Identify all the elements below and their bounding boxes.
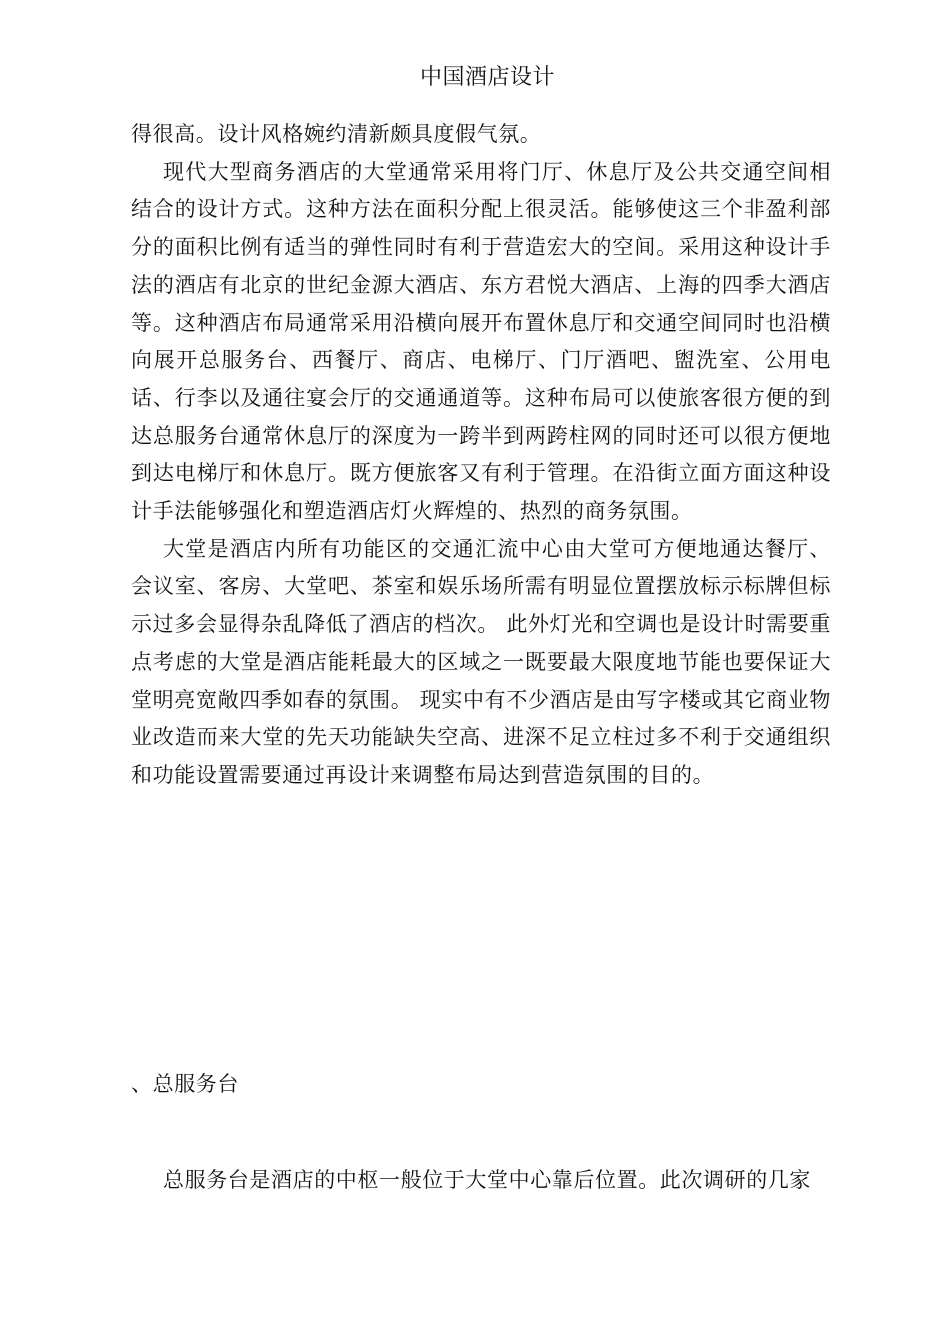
section-heading: 、总服务台 [131, 1072, 239, 1096]
body-text [131, 116, 831, 795]
paragraph-continuation: 得很高。设计风格婉约清新颇具度假气氛。 [131, 122, 542, 146]
paragraph-front-desk: 总服务台是酒店的中枢一般位于大堂中心靠后位置。此次调研的几家 [163, 1168, 811, 1192]
paragraph-lobby-layout: 现代大型商务酒店的大堂通常采用将门厅、休息厅及公共交通空间相结合的设计方式。这种方法在面积分配上很灵活。能够使这三个非盈利部分的面积比例有适当的弹性同时有利于营造宏大的空间。采用这种设计手法的酒店有北京的世纪金源大酒店、东方君悦大酒店、上海的四季大酒店等。这种酒店布局通常采用沿横向展开布置休息厅和交通空间同时也沿横向展开总服务台、西餐厅、商店、电梯厅、门厅酒吧、盥洗室、公用电话、行李以及通往宴会厅的交通通道等。这种布局可以使旅客很方便的到达总服务台通常休息厅的深度为一跨半到两跨柱网的同时还可以很方便地到达电梯厅和休息厅。既方便旅客又有利于管理。在沿街立面方面这种设计手法能够强化和塑造酒店灯火辉煌的、热烈的商务氛围。 [131, 159, 831, 524]
page-header-title: 中国酒店设计 [419, 65, 555, 90]
paragraph-lobby-function: 大堂是酒店内所有功能区的交通汇流中心由大堂可方便地通达餐厅、会议室、客房、大堂吧、茶室和娱乐场所需有明显位置摆放标示标牌但标示过多会显得杂乱降低了酒店的档次。 此外灯光和空调也是设计时需要重点考虑的大堂是酒店能耗最大的区域之一既要最大限度地节能也要保证大堂明亮宽敞四季如春的氛围。 现实中有不少酒店是由写字楼或其它商业物业改造而来大堂的先天功能缺失空高、进深不足立柱过多不利于交通组织和功能设置需要通过再设计来调整布局达到营造氛围的目的。 [131, 536, 831, 787]
